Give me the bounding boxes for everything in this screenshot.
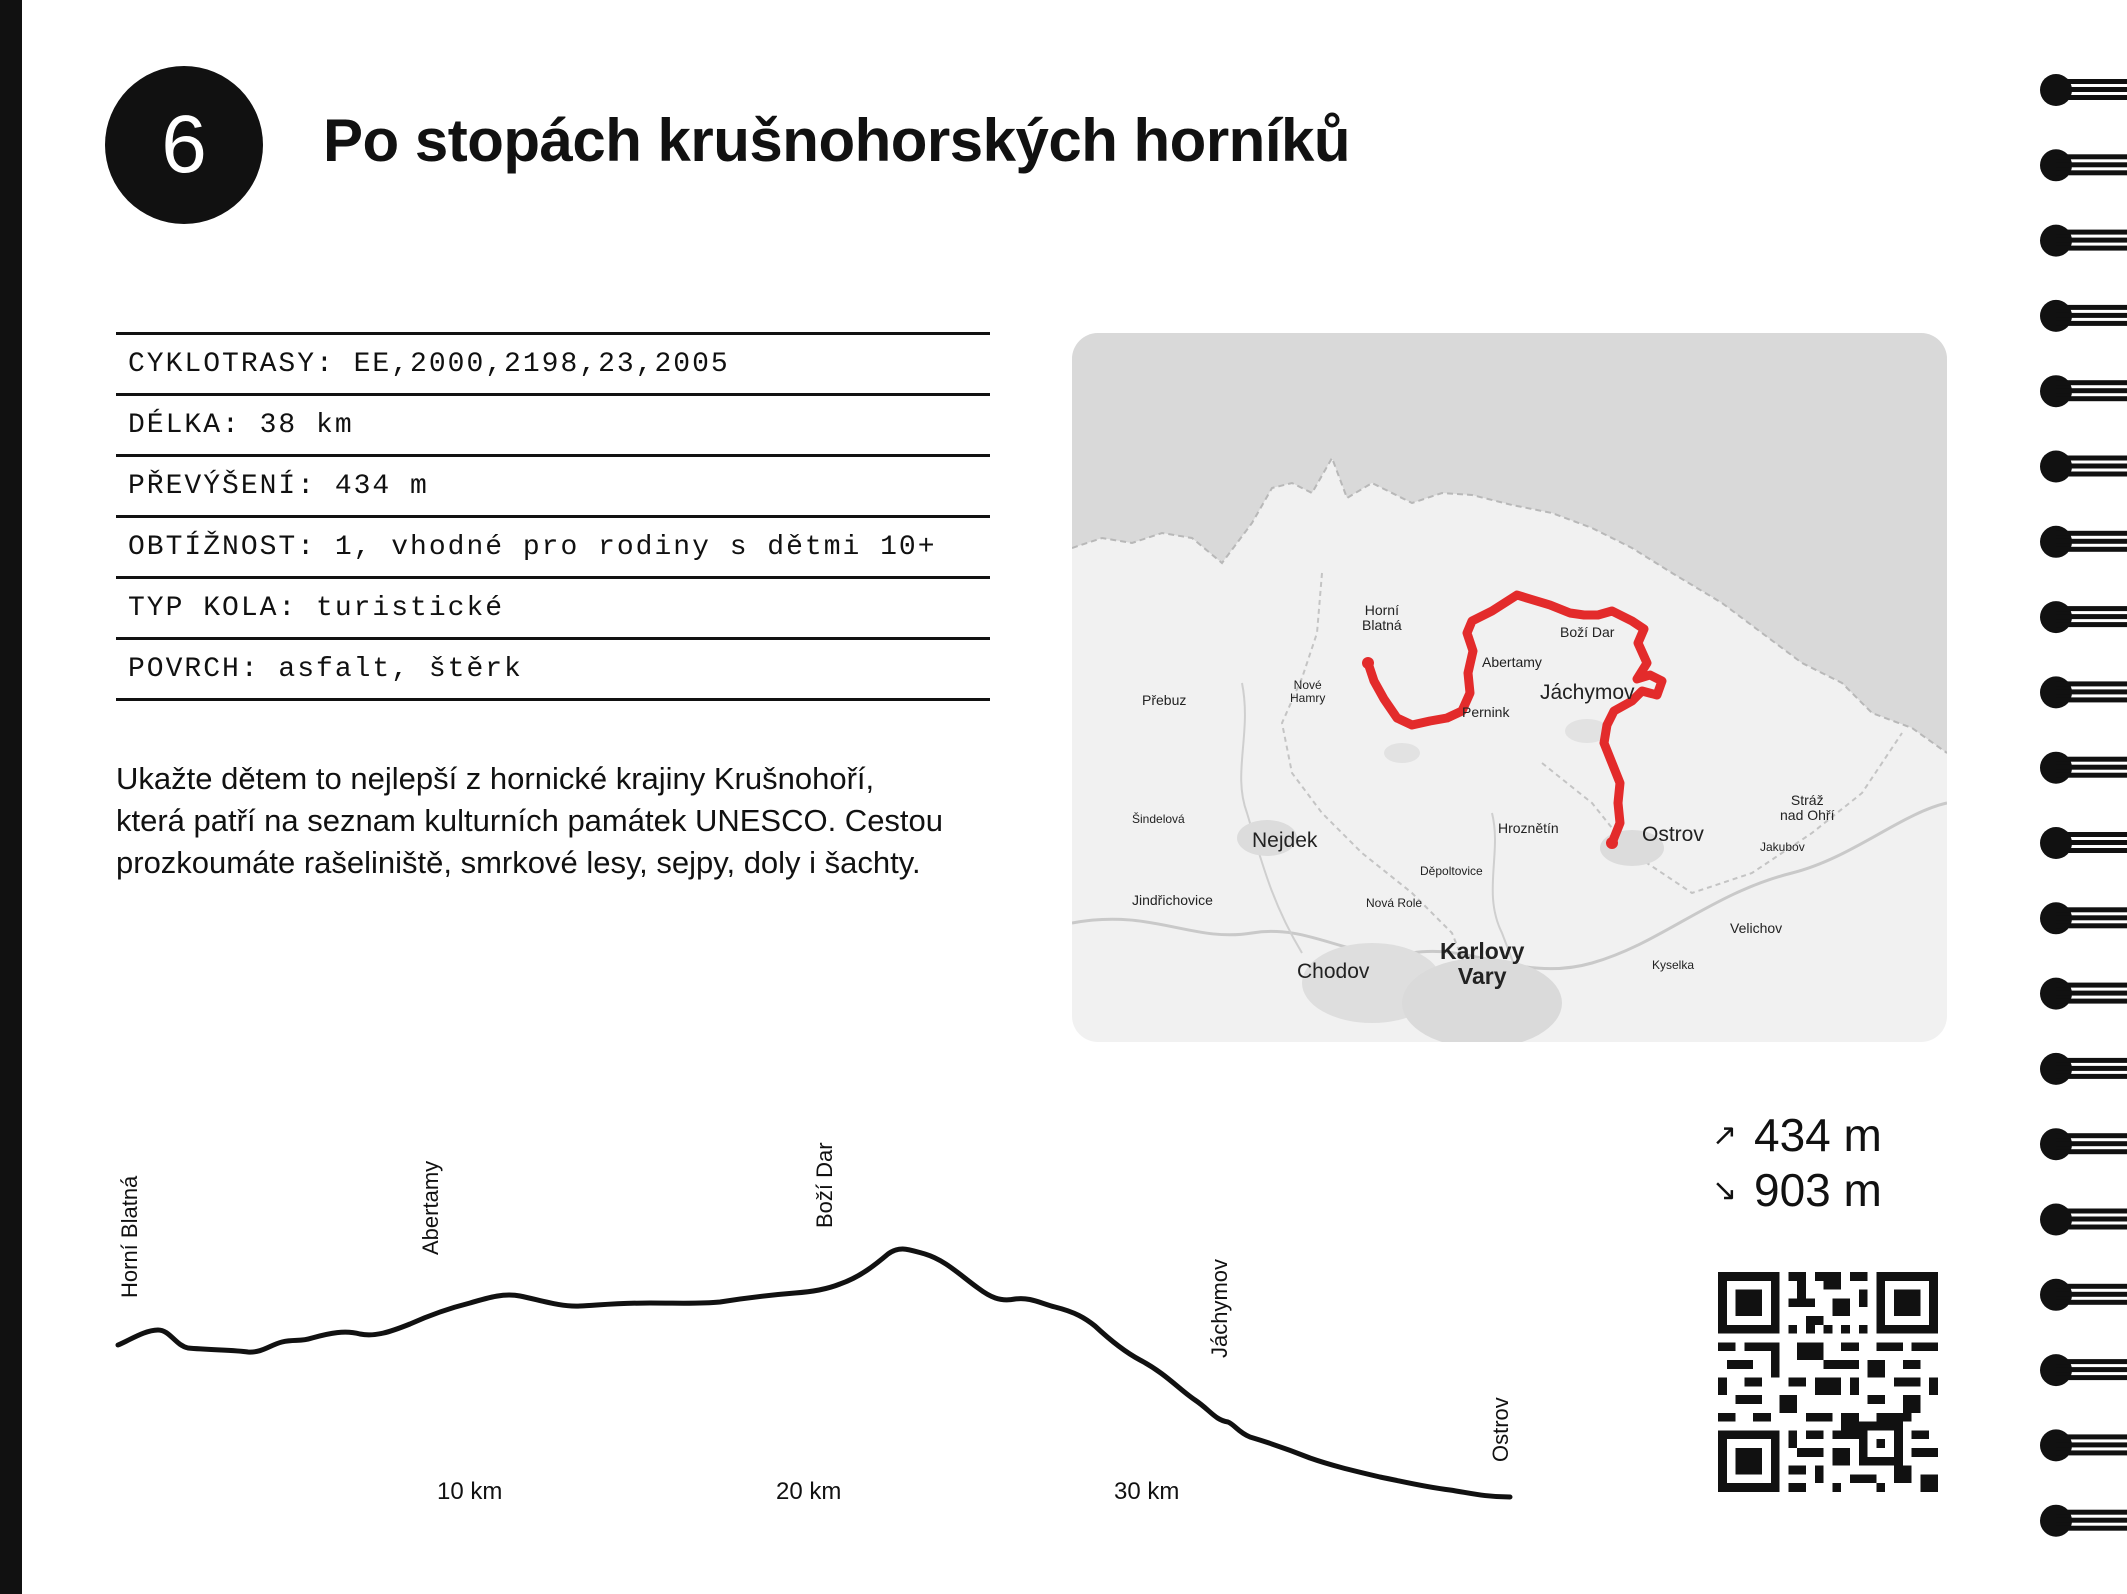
description-line: Ukažte dětem to nejlepší z hornické krajiny Krušnohoří,	[116, 761, 875, 796]
spiral-wire	[2056, 313, 2127, 318]
spiral-wire	[2056, 1300, 2127, 1305]
spiral-wire	[2056, 388, 2127, 393]
ascent-value: 434 m	[1754, 1109, 1882, 1161]
spiral-wire	[2056, 1058, 2127, 1063]
arrow-down-right-icon: ↘	[1712, 1173, 1738, 1207]
descent-readout	[1712, 1163, 1882, 1217]
map-town-label: Nejdek	[1252, 829, 1318, 852]
spiral-wire	[2056, 305, 2127, 310]
spiral-wire	[2056, 832, 2127, 837]
spiral-wire	[2056, 1367, 2127, 1372]
info-row-length: DÉLKA: 38 km	[116, 396, 990, 457]
spiral-wire	[2056, 1526, 2127, 1531]
info-row-routes: CYKLOTRASY: EE,2000,2198,23,2005	[116, 335, 990, 396]
spiral-wire	[2056, 1066, 2127, 1071]
spiral-wire	[2056, 907, 2127, 912]
spiral-wire	[2056, 991, 2127, 996]
spiral-wire	[2056, 1074, 2127, 1079]
spiral-wire	[2056, 238, 2127, 243]
elevation-profile-line	[118, 1249, 1510, 1497]
spiral-wire	[2056, 380, 2127, 385]
info-row-elevation: PŘEVÝŠENÍ: 434 m	[116, 457, 990, 518]
map-town-label: Jindřichovice	[1132, 892, 1213, 908]
map-town-label: Boží Dar	[1560, 624, 1615, 640]
ascent-readout	[1712, 1108, 1882, 1162]
map-town-label: Velichov	[1730, 920, 1783, 936]
km-axis-label: 10 km	[437, 1478, 503, 1505]
description-line: která patří na seznam kulturních památek UNESCO. Cestou	[116, 803, 944, 838]
spiral-wire	[2056, 396, 2127, 401]
spiral-wire	[2056, 456, 2127, 461]
spiral-wire	[2056, 464, 2127, 469]
spiral-wire	[2056, 983, 2127, 988]
map-town-label: Hroznětín	[1498, 820, 1559, 836]
spiral-wire	[2056, 1141, 2127, 1146]
waypoint-label: Abertamy	[418, 1160, 443, 1255]
spiral-wire	[2056, 681, 2127, 686]
spiral-wire	[2056, 1133, 2127, 1138]
spiral-wire	[2056, 87, 2127, 92]
spiral-wire	[2056, 246, 2127, 251]
map-town-label: Abertamy	[1482, 654, 1542, 670]
spiral-wire	[2056, 999, 2127, 1004]
map-town-label: Chodov	[1297, 960, 1370, 983]
map-town-label: Pernink	[1462, 704, 1510, 720]
spiral-wire	[2056, 321, 2127, 326]
info-row-surface: POVRCH: asfalt, štěrk	[116, 640, 990, 701]
spiral-wire	[2056, 1510, 2127, 1515]
spiral-wire	[2056, 840, 2127, 845]
spiral-wire	[2056, 1450, 2127, 1455]
spiral-wire	[2056, 547, 2127, 552]
spiral-binding	[2040, 0, 2127, 1594]
spiral-wire	[2056, 230, 2127, 235]
spiral-wire	[2056, 1442, 2127, 1447]
spiral-wire	[2056, 162, 2127, 167]
spiral-wire	[2056, 697, 2127, 702]
spiral-wire	[2056, 1434, 2127, 1439]
spiral-wire	[2056, 773, 2127, 778]
description-line: prozkoumáte rašeliniště, smrkové lesy, sejpy, doly i šachty.	[116, 845, 921, 880]
map-town-label: Přebuz	[1142, 692, 1187, 708]
map-town-label: Stráž nad Ohří	[1780, 792, 1835, 824]
spiral-wire	[2056, 1225, 2127, 1230]
spiral-wire	[2056, 765, 2127, 770]
route-number: 6	[161, 99, 207, 190]
spiral-wire	[2056, 472, 2127, 477]
waypoint-label: Ostrov	[1488, 1397, 1513, 1462]
spiral-wire	[2056, 170, 2127, 175]
waypoint-label: Jáchymov	[1207, 1258, 1232, 1358]
spiral-wire	[2056, 1359, 2127, 1364]
spiral-wire	[2056, 915, 2127, 920]
map-town-label: Jáchymov	[1540, 681, 1635, 704]
spiral-wire	[2056, 1149, 2127, 1154]
spiral-wire	[2056, 79, 2127, 84]
spiral-wire	[2056, 95, 2127, 100]
map-town-label: Nové Hamry	[1290, 678, 1326, 706]
map-town-label: Ostrov	[1642, 823, 1704, 846]
spiral-wire	[2056, 531, 2127, 536]
spiral-wire	[2056, 1209, 2127, 1214]
descent-value: 903 m	[1754, 1164, 1882, 1216]
info-row-bike-type: TYP KOLA: turistické	[116, 579, 990, 640]
map-town-label: Horní Blatná	[1362, 602, 1402, 634]
spiral-wire	[2056, 622, 2127, 627]
spiral-wire	[2056, 1292, 2127, 1297]
spiral-wire	[2056, 923, 2127, 928]
map-town-label: Jakubov	[1760, 840, 1805, 854]
spiral-wire	[2056, 1284, 2127, 1289]
spiral-wire	[2056, 606, 2127, 611]
waypoint-label: Boží Dar	[812, 1142, 837, 1228]
route-title: Po stopách krušnohorských horníků	[323, 107, 1351, 174]
spiral-wire	[2056, 1518, 2127, 1523]
km-axis-label: 20 km	[776, 1478, 842, 1505]
spiral-wire	[2056, 848, 2127, 853]
waypoint-label: Horní Blatná	[117, 1175, 142, 1298]
qr-code[interactable]	[1718, 1272, 1938, 1492]
map-town-label-major: Karlovy Vary	[1440, 938, 1525, 990]
map-town-label: Šindelová	[1132, 812, 1185, 826]
spiral-wire	[2056, 1375, 2127, 1380]
arrow-up-right-icon: ↗	[1712, 1118, 1738, 1152]
km-axis-label: 30 km	[1114, 1478, 1180, 1505]
spiral-wire	[2056, 539, 2127, 544]
map-town-label: Děpoltovice	[1420, 864, 1483, 878]
info-row-difficulty: OBTÍŽNOST: 1, vhodné pro rodiny s dětmi 10+	[116, 518, 990, 579]
map-town-label: Nová Role	[1366, 896, 1423, 910]
spiral-wire	[2056, 757, 2127, 762]
spiral-wire	[2056, 154, 2127, 159]
spiral-wire	[2056, 689, 2127, 694]
map-town-label: Kyselka	[1652, 958, 1695, 972]
spiral-wire	[2056, 614, 2127, 619]
spiral-wire	[2056, 1217, 2127, 1222]
